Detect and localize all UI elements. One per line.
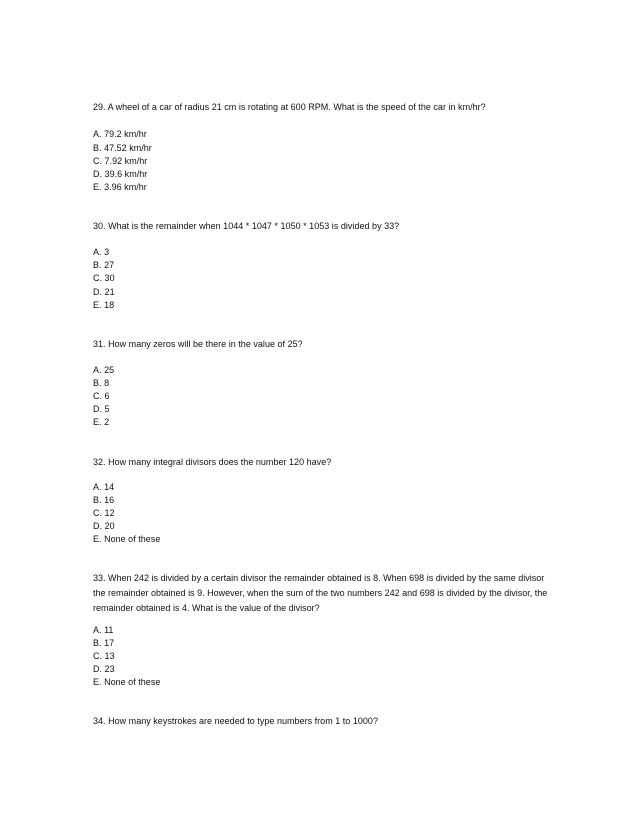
question-29-option-e: E. 3.96 km/hr: [93, 182, 147, 192]
question-29-option-d: D. 39.6 km/hr: [93, 169, 148, 179]
question-32-text: 32. How many integral divisors does the number 120 have?: [93, 457, 332, 467]
question-30-option-b: B. 27: [93, 260, 115, 270]
question-32-option-e: E. None of these: [93, 534, 161, 544]
question-31-option-d: D. 5: [93, 404, 110, 414]
question-31-option-a: A. 25: [93, 365, 115, 375]
question-31-option-c: C. 6: [93, 391, 110, 401]
question-33-option-c: C. 13: [93, 651, 115, 661]
question-29-text: 29. A wheel of a car of radius 21 cm is rotating at 600 RPM. What is the speed of the car in km/hr?: [93, 102, 486, 112]
question-33-option-a: A. 11: [93, 625, 114, 635]
question-29-option-a: A. 79.2 km/hr: [93, 129, 147, 139]
question-32-option-c: C. 12: [93, 508, 115, 518]
question-33-text: 33. When 242 is divided by a certain divisor the remainder obtained is 8. When 698 is divided by the same divisor the remainder obtained is 9. However, when the sum of the two numbers 242 and 698 is divided by the divisor, the remainder obtained is 4. What is the value of the divisor?: [93, 573, 548, 613]
question-31-option-b: B. 8: [93, 378, 110, 388]
question-32-option-d: D. 20: [93, 521, 115, 531]
question-30-option-e: E. 18: [93, 300, 115, 310]
question-30-option-c: C. 30: [93, 273, 115, 283]
question-33-option-e: E. None of these: [93, 677, 161, 687]
question-31-option-e: E. 2: [93, 417, 110, 427]
question-30-text: 30. What is the remainder when 1044 * 1047 * 1050 * 1053 is divided by 33?: [93, 221, 400, 231]
question-29-option-c: C. 7.92 km/hr: [93, 156, 148, 166]
question-34-text: 34. How many keystrokes are needed to type numbers from 1 to 1000?: [93, 716, 378, 726]
question-32-option-b: B. 16: [93, 495, 115, 505]
question-33-option-b: B. 17: [93, 638, 115, 648]
question-31-text: 31. How many zeros will be there in the value of 25?: [93, 339, 303, 349]
question-29-option-b: B. 47.52 km/hr: [93, 143, 152, 153]
question-30-option-d: D. 21: [93, 287, 115, 297]
question-30-option-a: A. 3: [93, 247, 110, 257]
question-32-option-a: A. 14: [93, 482, 115, 492]
question-33-option-d: D. 23: [93, 664, 115, 674]
